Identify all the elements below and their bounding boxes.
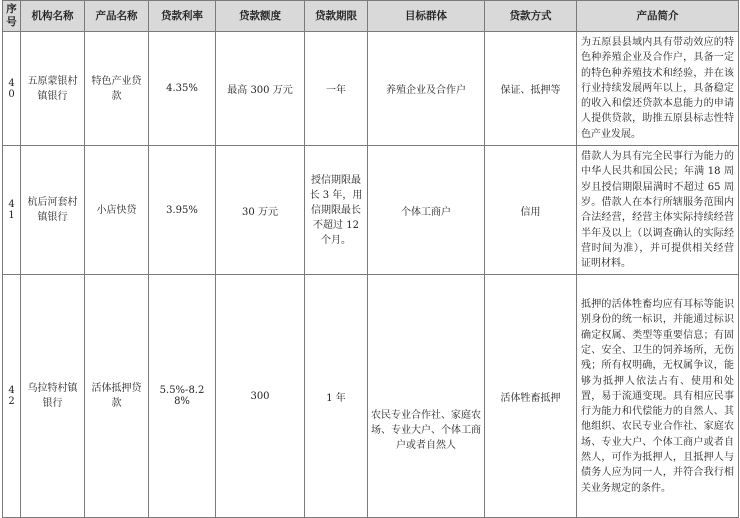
header-amount: 贷款额度 <box>216 1 305 32</box>
cell-amount: 最高 300 万元 <box>216 32 305 146</box>
cell-intro: 借款人为具有完全民事行为能力的中华人民共和国公民；年满 18 周岁且授信期限届满时不超过 65 周岁。借款人在本行所辖服务范围内合法经营，经营主体实际持续经营半年及以上（以调查确认的实际经营时间为准），并可提供相关经营证明材料。 <box>577 146 739 275</box>
cell-term: 一年 <box>305 32 368 146</box>
cell-target: 农民专业合作社、家庭农场、专业大户、个体工商户或者自然人 <box>368 275 485 518</box>
header-product: 产品名称 <box>85 1 149 32</box>
cell-no: 42 <box>3 275 21 518</box>
table-row <box>3 146 739 275</box>
cell-product: 活体抵押贷款 <box>85 275 149 518</box>
header-row <box>3 1 739 32</box>
cell-product: 特色产业贷款 <box>85 32 149 146</box>
cell-intro: 为五原县县域内具有带动效应的特色种养殖企业及合作户，具备一定的特色种养殖技术和经验，并在该行业持续发展两年以上，具备稳定的收入和偿还贷款本息能力的申请人提供贷款，助推五原县标志性特色产业发展。 <box>577 32 739 146</box>
header-institution: 机构名称 <box>21 1 85 32</box>
header-target: 目标群体 <box>368 1 485 32</box>
cell-institution: 五原蒙银村镇银行 <box>21 32 85 146</box>
header-intro: 产品简介 <box>577 1 739 32</box>
cell-no: 40 <box>3 32 21 146</box>
header-method: 贷款方式 <box>485 1 577 32</box>
cell-term: 1 年 <box>305 275 368 518</box>
header-rate: 贷款利率 <box>149 1 216 32</box>
cell-method: 信用 <box>485 146 577 275</box>
cell-intro: 抵押的活体牲畜均应有耳标等能识别身份的统一标识，并能通过标识确定权属、类型等重要信息；有固定、安全、卫生的饲养场所，无伤残；所有权明确，无权属争议，能够为抵押人依法占有、使用和处置，易于流通变现。具有相应民事行为能力和代偿能力的自然人、其他组织、农民专业合作社、家庭农场、专业大户、个体工商户或者自然人，可作为抵押人，且抵押人与债务人应为同一人，并符合我行相关业务规定的条件。 <box>577 275 739 518</box>
loan-products-table <box>2 0 739 518</box>
cell-method: 活体牲畜抵押 <box>485 275 577 518</box>
cell-no: 41 <box>3 146 21 275</box>
table-row <box>3 32 739 146</box>
cell-amount: 300 <box>216 275 305 518</box>
cell-method: 保证、抵押等 <box>485 32 577 146</box>
cell-product: 小店快贷 <box>85 146 149 275</box>
header-term: 贷款期限 <box>305 1 368 32</box>
table-row <box>3 275 739 518</box>
cell-target: 养殖企业及合作户 <box>368 32 485 146</box>
cell-target: 个体工商户 <box>368 146 485 275</box>
cell-term: 授信期限最长 3 年，用信期限最长不超过 12 个月。 <box>305 146 368 275</box>
cell-institution: 乌拉特村镇银行 <box>21 275 85 518</box>
cell-institution: 杭后河套村镇银行 <box>21 146 85 275</box>
cell-rate: 3.95% <box>149 146 216 275</box>
cell-amount: 30 万元 <box>216 146 305 275</box>
header-no: 序号 <box>3 1 21 32</box>
cell-rate: 4.35% <box>149 32 216 146</box>
cell-rate: 5.5%-8.28% <box>149 275 216 518</box>
